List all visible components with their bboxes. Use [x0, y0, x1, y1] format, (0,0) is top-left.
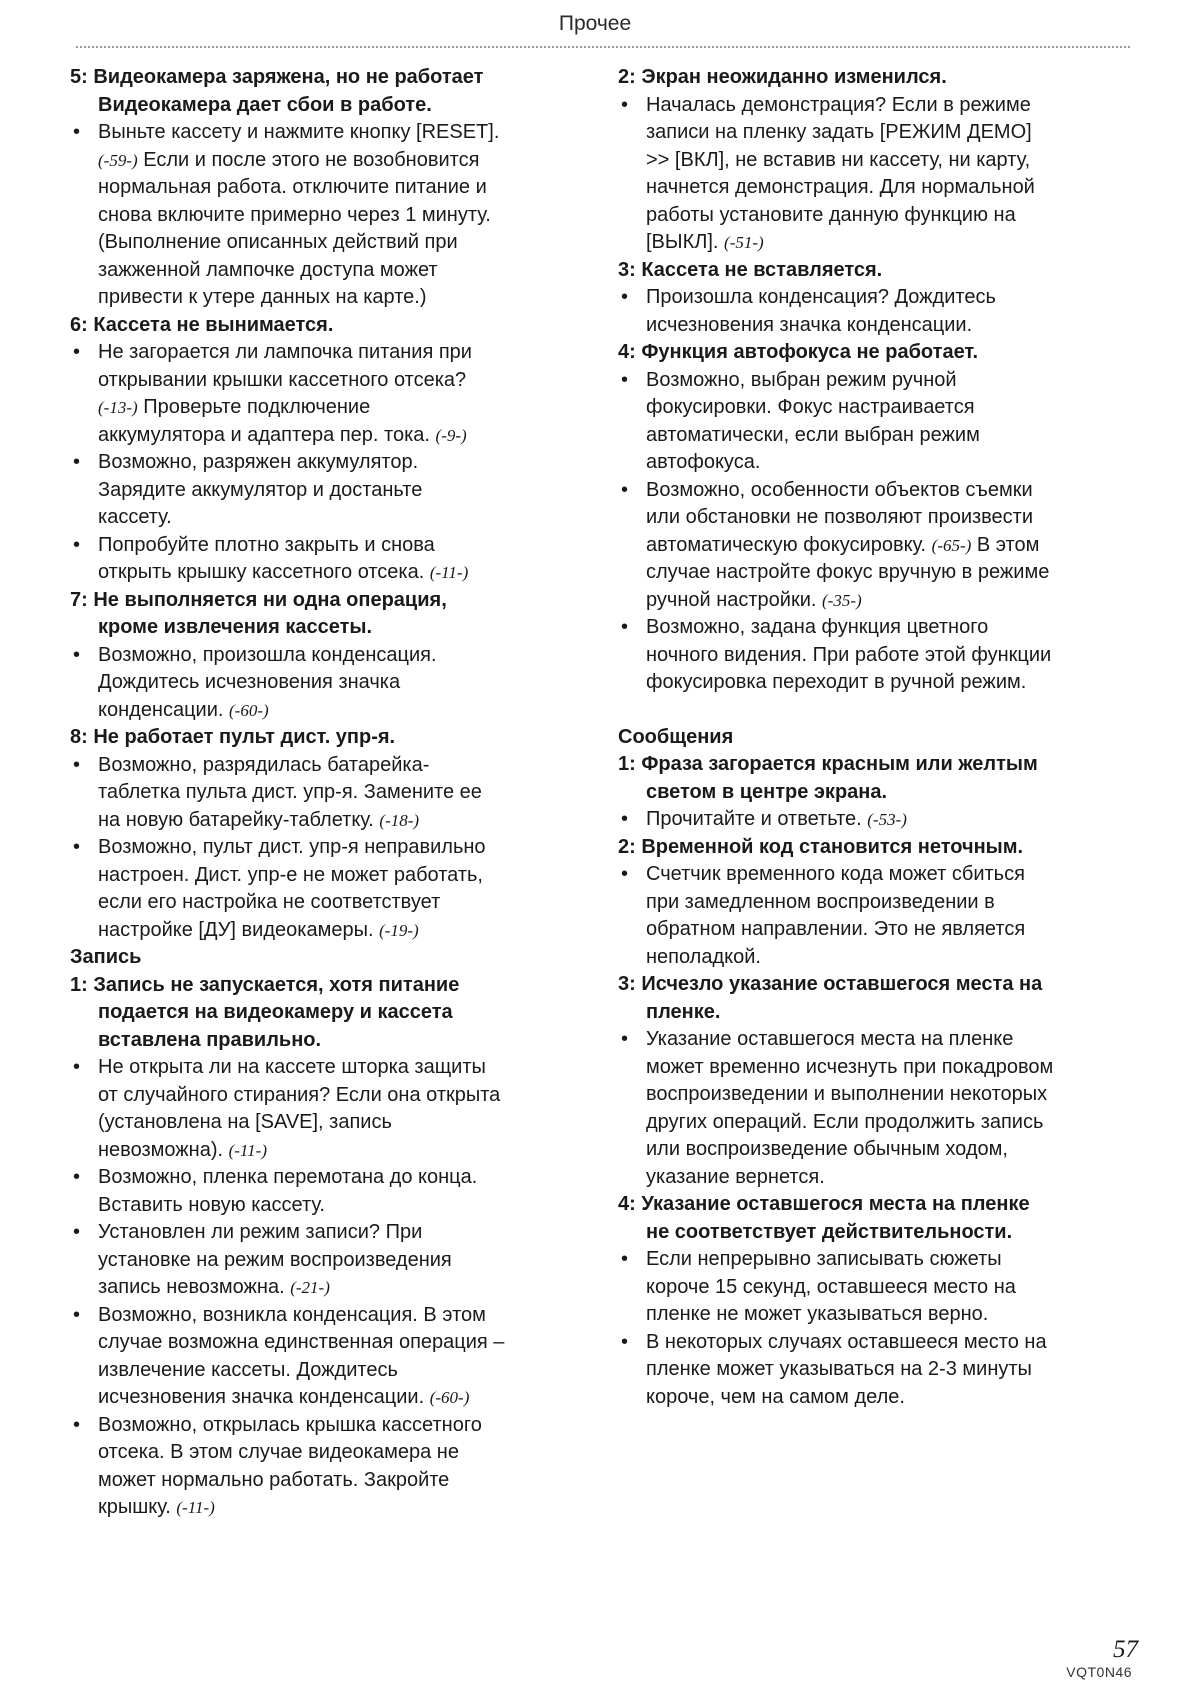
bullet-text: или воспроизведение обычным ходом, [646, 1138, 1008, 1160]
bullet-text: записи на пленку задать [РЕЖИМ ДЕМО] [646, 121, 1032, 143]
issue-heading: 4: Указание оставшегося места на пленке [618, 1193, 1030, 1215]
issue-heading: 5: Видеокамера заряжена, но не работает [70, 66, 484, 88]
bullet-icon: • [621, 863, 629, 885]
bullet-text: Вставить новую кассету. [98, 1193, 325, 1216]
issue-heading: светом в центре экрана. [646, 780, 888, 803]
bullet-text: (-59-) Если и после этого не возобновится [98, 148, 480, 171]
bullet-text: может нормально работать. Закройте [98, 1468, 450, 1491]
bullet-item: • Выньте кассету и нажмите кнопку [RESET]. [70, 119, 570, 147]
issue-heading: 3: Кассета не вставляется. [618, 258, 883, 281]
bullet-text: короче 15 секунд, оставшееся место на [646, 1275, 1016, 1298]
bullet-icon: • [621, 368, 629, 391]
bullet-icon: • [621, 286, 629, 308]
bullet-text: открывании крышки кассетного отсека? [98, 368, 467, 391]
bullet-item: • Началась демонстрация? Если в режиме [618, 92, 1128, 120]
bullet-text: открыть крышку кассетного отсека. (-11-) [98, 561, 469, 583]
right-column [618, 64, 1128, 1411]
bullet-text: таблетка пульта дист. упр-я. Замените ее [98, 781, 482, 803]
bullet-text: фокусировки. Фокус настраивается [646, 396, 975, 418]
bullet-text: неполадкой. [646, 945, 761, 968]
page-reference: (-18-) [379, 810, 420, 830]
bullet-text: настроен. Дист. упр-е не может работать, [98, 863, 483, 886]
bullet-text: зажженной лампочке доступа может [98, 258, 438, 281]
bullet-text: нормальная работа. отключите питание и [98, 176, 487, 198]
bullet-text: исчезновения значка конденсации. (-60-) [98, 1386, 470, 1408]
page-header-title: Прочее [558, 12, 632, 35]
bullet-item: • Возможно, разрядилась батарейка- [70, 752, 570, 780]
bullet-item: • Не открыта ли на кассете шторка защиты [70, 1054, 570, 1082]
bullet-text: настройке [ДУ] видеокамеры. (-19-) [98, 918, 419, 941]
issue-heading: 1: Запись не запускается, хотя питание [70, 973, 460, 996]
page-reference: (-60-) [229, 700, 269, 720]
bullet-text: ночного видения. При работе этой функции [646, 643, 1052, 666]
bullet-text: (-13-) Проверьте подключение [98, 396, 371, 418]
bullet-icon: • [73, 1221, 81, 1243]
page-reference: (-51-) [724, 233, 764, 252]
bullet-text: начнется демонстрация. Для нормальной [646, 176, 1035, 198]
bullet-text: случае возможна единственная операция – [98, 1331, 505, 1353]
page-reference: (-11-) [429, 563, 469, 582]
bullet-text: фокусировка переходит в ручной режим. [646, 671, 1027, 693]
section-heading-messages: Сообщения [618, 725, 734, 748]
bullet-item: • Возможно, произошла конденсация. [70, 642, 570, 670]
bullet-text: на новую батарейку-таблетку. (-18-) [98, 808, 420, 831]
bullet-icon: • [73, 1303, 81, 1326]
bullet-text: короче, чем на самом деле. [646, 1385, 905, 1408]
issue-heading: 4: Функция автофокуса не работает. [618, 341, 979, 363]
bullet-text: аккумулятора и адаптера пер. тока. (-9-) [98, 423, 467, 446]
page-reference: (-11-) [228, 1140, 267, 1160]
page-reference: (-19-) [379, 920, 419, 940]
spacer [618, 697, 1128, 724]
page-reference: (-65-) [931, 535, 972, 555]
page-reference: (-59-) [98, 150, 138, 170]
left-column [70, 64, 570, 1522]
bullet-icon: • [621, 478, 629, 501]
bullet-text: автоматическую фокусировку. (-65-) В этом [646, 533, 1040, 556]
bullet-text: может временно исчезнуть при покадровом [646, 1055, 1054, 1078]
bullet-text: >> [ВКЛ], не вставив ни кассету, ни карту, [646, 148, 1031, 171]
issue-heading: пленке. [646, 1000, 721, 1023]
issue-heading: 7: Не выполняется ни одна операция, [70, 588, 447, 611]
bullet-item: • Возможно, задана функция цветного [618, 614, 1128, 642]
bullet-item: • Прочитайте и ответьте. (-53-) [618, 806, 1128, 834]
bullet-item: • Возможно, особенности объектов съемки [618, 477, 1128, 505]
bullet-text: или обстановки не позволяют произвести [646, 506, 1034, 528]
issue-heading: Видеокамера дает сбои в работе. [98, 93, 432, 116]
header-divider [76, 46, 1130, 48]
bullet-text: [ВЫКЛ]. (-51-) [646, 231, 764, 253]
bullet-icon: • [73, 451, 81, 473]
bullet-icon: • [73, 836, 81, 858]
bullet-text: снова включите примерно через 1 минуту. [98, 203, 491, 226]
page-number: 57 [1113, 1636, 1138, 1663]
issue-heading: кроме извлечения кассеты. [98, 616, 372, 638]
issue-heading: не соответствует действительности. [646, 1220, 1013, 1243]
bullet-item: • Возможно, пульт дист. упр-я неправильно [70, 834, 570, 862]
issue-heading: 2: Экран неожиданно изменился. [618, 66, 947, 88]
bullet-item: • Если непрерывно записывать сюжеты [618, 1246, 1128, 1274]
bullet-text: невозможна). (-11-) [98, 1138, 267, 1161]
bullet-text: исчезновения значка конденсации. [646, 313, 973, 336]
bullet-text: от случайного стирания? Если она открыта [98, 1083, 501, 1106]
issue-heading: вставлена правильно. [98, 1028, 322, 1051]
page-reference: (-21-) [290, 1278, 330, 1297]
bullet-item: • Произошла конденсация? Дождитесь [618, 284, 1128, 312]
bullet-item: • Возможно, открылась крышка кассетного [70, 1412, 570, 1440]
bullet-icon: • [73, 1056, 81, 1078]
bullet-text: Дождитесь исчезновения значка [98, 671, 401, 693]
bullet-icon: • [621, 1330, 629, 1353]
bullet-text: случае настройте фокус вручную в режиме [646, 561, 1050, 583]
bullet-text: (установлена на [SAVE], запись [98, 1111, 392, 1133]
bullet-text: при замедленном воспроизведении в [646, 890, 995, 913]
bullet-text: воспроизведении и выполнении некоторых [646, 1083, 1048, 1105]
bullet-icon: • [73, 1413, 81, 1436]
bullet-text: пленке может указываться на 2-3 минуты [646, 1358, 1032, 1380]
bullet-icon: • [73, 753, 81, 776]
issue-heading: 6: Кассета не вынимается. [70, 313, 334, 336]
bullet-item: • Указание оставшегося места на пленке [618, 1026, 1128, 1054]
bullet-text: Зарядите аккумулятор и достаньте [98, 478, 423, 501]
page-reference: (-60-) [429, 1388, 470, 1407]
bullet-text: пленке не может указываться верно. [646, 1303, 989, 1325]
page-reference: (-9-) [435, 425, 467, 445]
bullet-text: привести к утере данных на карте.) [98, 286, 427, 308]
issue-heading: подается на видеокамеру и кассета [98, 1001, 453, 1023]
bullet-icon: • [621, 616, 629, 638]
page-reference: (-11-) [176, 1498, 215, 1517]
bullet-text: если его настройка не соответствует [98, 891, 441, 913]
section-heading-recording: Запись [70, 946, 142, 968]
bullet-text: извлечение кассеты. Дождитесь [98, 1358, 398, 1381]
page-reference: (-13-) [98, 398, 138, 417]
issue-heading: 1: Фраза загорается красным или желтым [618, 753, 1038, 775]
bullet-icon: • [621, 1028, 629, 1050]
bullet-item: • Попробуйте плотно закрыть и снова [70, 532, 570, 560]
bullet-icon: • [73, 533, 81, 556]
bullet-item: • В некоторых случаях оставшееся место на [618, 1329, 1128, 1357]
page-reference: (-35-) [822, 590, 862, 610]
bullet-item: • Возможно, пленка перемотана до конца. [70, 1164, 570, 1192]
bullet-item: • Установлен ли режим записи? При [70, 1219, 570, 1247]
bullet-item: • Не загорается ли лампочка питания при [70, 339, 570, 367]
bullet-item: • Возможно, выбран режим ручной [618, 367, 1128, 395]
issue-heading: 2: Временной код становится неточным. [618, 835, 1024, 858]
issue-heading: 3: Исчезло указание оставшегося места на [618, 973, 1043, 995]
bullet-icon: • [73, 341, 81, 363]
bullet-text: других операций. Если продолжить запись [646, 1110, 1044, 1133]
bullet-item: • Счетчик временного кода может сбиться [618, 861, 1128, 889]
issue-heading: 8: Не работает пульт дист. упр-я. [70, 726, 396, 748]
bullet-text: обратном направлении. Это не является [646, 918, 1026, 940]
bullet-icon: • [621, 808, 629, 830]
bullet-icon: • [73, 643, 81, 666]
bullet-icon: • [621, 1248, 629, 1270]
bullet-text: кассету. [98, 506, 172, 528]
bullet-text: автофокуса. [646, 451, 761, 473]
model-code: VQT0N46 [1066, 1664, 1132, 1680]
bullet-icon: • [73, 1166, 81, 1188]
bullet-text: запись невозможна. (-21-) [98, 1276, 330, 1298]
bullet-text: конденсации. (-60-) [98, 698, 269, 721]
page-reference: (-53-) [867, 810, 907, 829]
bullet-text: отсека. В этом случае видеокамера не [98, 1441, 459, 1463]
bullet-item: • Возможно, возникла конденсация. В этом [70, 1302, 570, 1330]
bullet-icon: • [73, 121, 81, 143]
bullet-text: установке на режим воспроизведения [98, 1248, 452, 1271]
bullet-text: указание вернется. [646, 1165, 825, 1188]
bullet-item: • Возможно, разряжен аккумулятор. [70, 449, 570, 477]
bullet-text: автоматически, если выбран режим [646, 423, 980, 446]
bullet-icon: • [621, 93, 629, 116]
bullet-text: крышку. (-11-) [98, 1496, 215, 1518]
bullet-text: работы установите данную функцию на [646, 203, 1016, 226]
bullet-text: (Выполнение описанных действий при [98, 231, 458, 253]
bullet-text: ручной настройки. (-35-) [646, 588, 862, 611]
